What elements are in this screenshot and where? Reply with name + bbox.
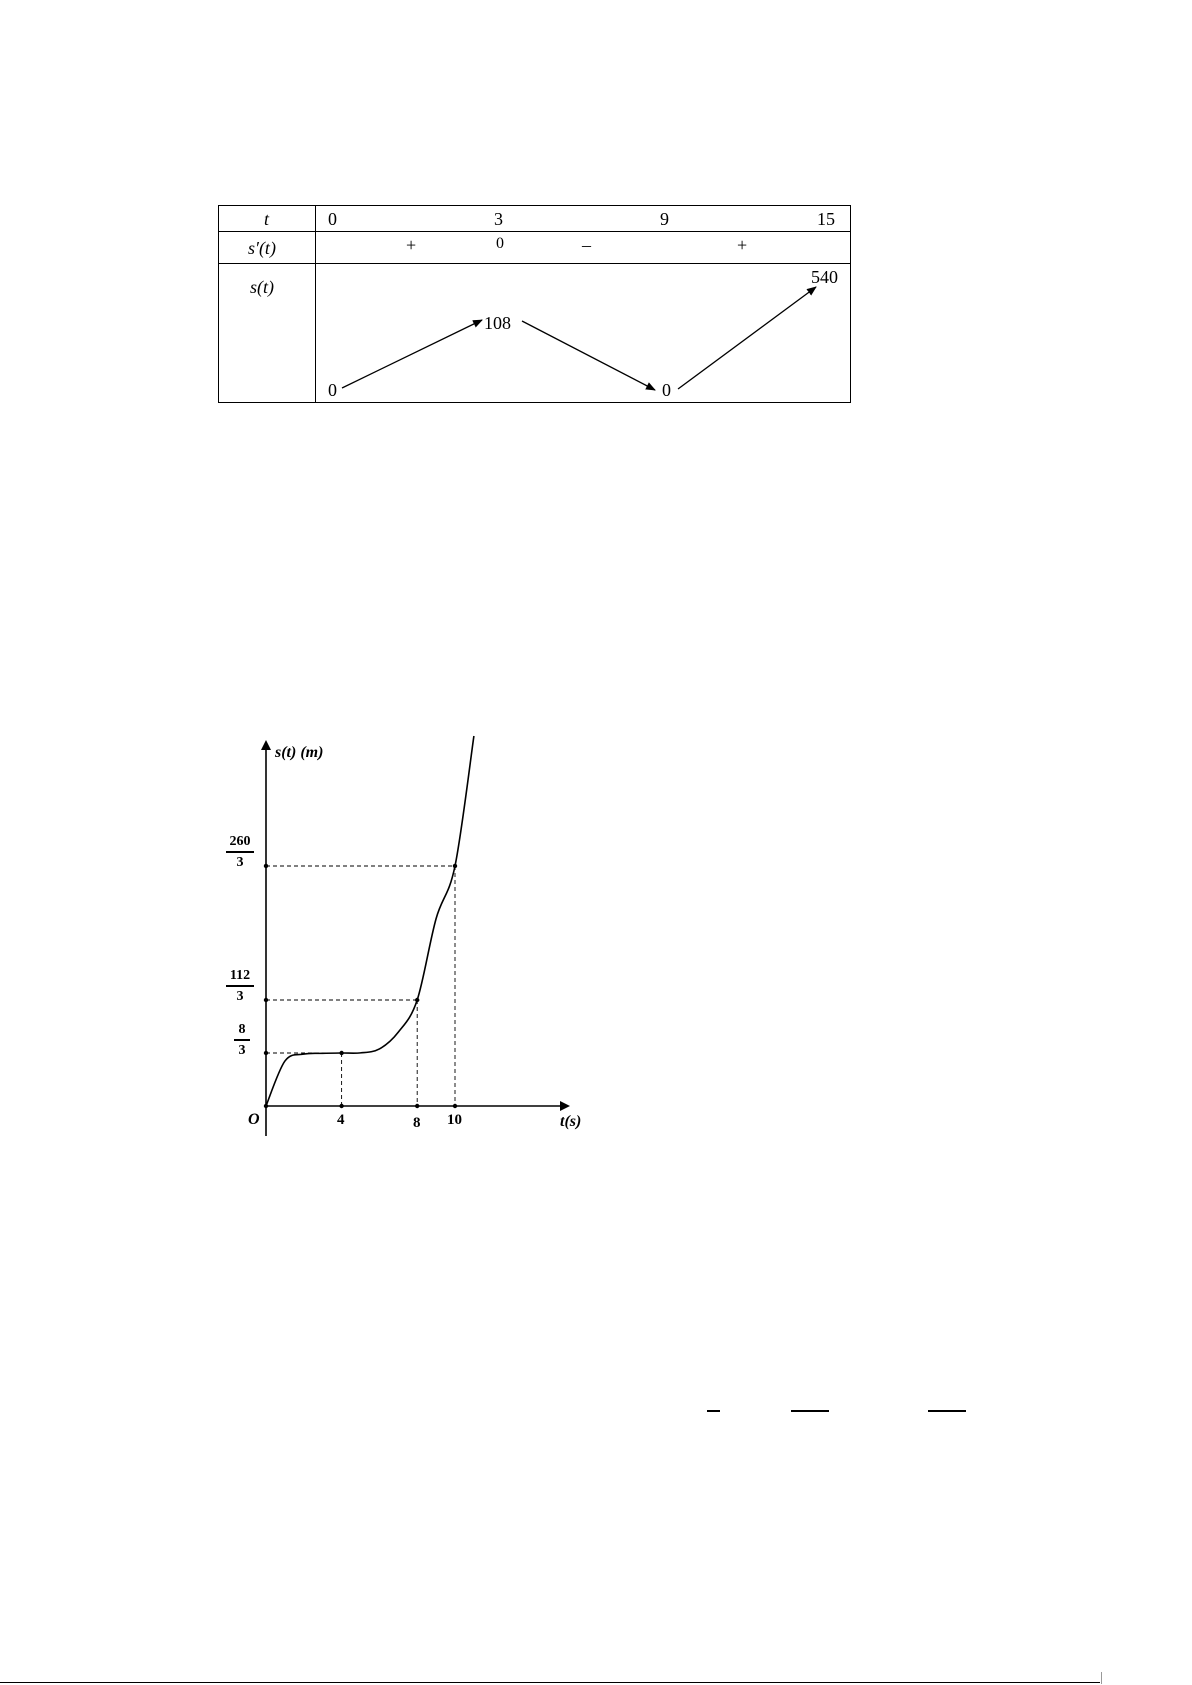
y-tick-8-3-num: 8 bbox=[238, 1022, 246, 1037]
y-tick-8-3-den: 3 bbox=[238, 1043, 246, 1058]
text-fragment-bar-1 bbox=[707, 1410, 720, 1412]
graph-canvas bbox=[0, 720, 620, 1140]
s-value-max: 108 bbox=[484, 313, 511, 333]
t-value-3: 3 bbox=[494, 209, 503, 229]
y-tick-260-3 bbox=[226, 834, 254, 870]
position-curve bbox=[266, 736, 474, 1106]
s-value-min: 0 bbox=[662, 380, 671, 400]
x-tick-10: 10 bbox=[447, 1112, 462, 1128]
sign-plus-2: + bbox=[737, 235, 748, 255]
y-tick-112-3-den: 3 bbox=[236, 989, 244, 1004]
footer-rule bbox=[0, 1682, 1100, 1683]
s-value-end: 540 bbox=[811, 267, 838, 287]
sign-plus-1: + bbox=[406, 235, 417, 255]
origin-label: O bbox=[248, 1111, 260, 1128]
origin-point bbox=[264, 1104, 268, 1108]
marked-point-0-2 bbox=[339, 1104, 343, 1108]
y-tick-112-3 bbox=[226, 968, 254, 1004]
arrow-decreasing bbox=[522, 321, 655, 390]
marked-point-0-0 bbox=[339, 1051, 343, 1055]
t-value-0: 0 bbox=[328, 209, 337, 229]
variation-arrows bbox=[0, 0, 1192, 420]
marked-point-2-0 bbox=[453, 864, 457, 868]
marked-point-2-2 bbox=[453, 1104, 457, 1108]
t-value-9: 9 bbox=[660, 209, 669, 229]
marked-point-2-1 bbox=[264, 864, 268, 868]
row-label-s: s(t) bbox=[250, 277, 274, 297]
marked-point-1-2 bbox=[415, 1104, 419, 1108]
arrow-increasing-1 bbox=[342, 320, 482, 388]
y-tick-112-3-num: 112 bbox=[229, 968, 251, 983]
x-axis-label: t(s) bbox=[560, 1113, 582, 1130]
sign-zero: 0 bbox=[496, 235, 504, 252]
fraction-bar bbox=[226, 851, 254, 853]
t-value-15: 15 bbox=[817, 209, 835, 229]
text-fragment-bar-3 bbox=[928, 1410, 966, 1412]
footer-tick bbox=[1101, 1672, 1102, 1684]
fraction-bar bbox=[226, 985, 254, 987]
s-value-start: 0 bbox=[328, 380, 337, 400]
x-tick-4: 4 bbox=[337, 1112, 345, 1128]
row-label-t: t bbox=[264, 209, 270, 229]
y-tick-8-3 bbox=[234, 1022, 250, 1058]
text-fragment-bar-2 bbox=[791, 1410, 829, 1412]
marked-point-0-1 bbox=[264, 1051, 268, 1055]
row-label-derivative: s′(t) bbox=[248, 238, 276, 258]
y-axis-label: s(t) (m) bbox=[275, 744, 324, 761]
fraction-bar bbox=[234, 1039, 250, 1041]
variation-table bbox=[0, 0, 1192, 420]
marked-point-1-1 bbox=[264, 998, 268, 1002]
y-tick-260-3-den: 3 bbox=[236, 855, 244, 870]
x-tick-8: 8 bbox=[413, 1115, 421, 1131]
y-tick-260-3-num: 260 bbox=[229, 834, 251, 849]
sign-minus: – bbox=[582, 235, 591, 255]
arrow-increasing-2 bbox=[678, 287, 816, 389]
position-graph bbox=[0, 720, 620, 1140]
marked-point-1-0 bbox=[415, 998, 419, 1002]
